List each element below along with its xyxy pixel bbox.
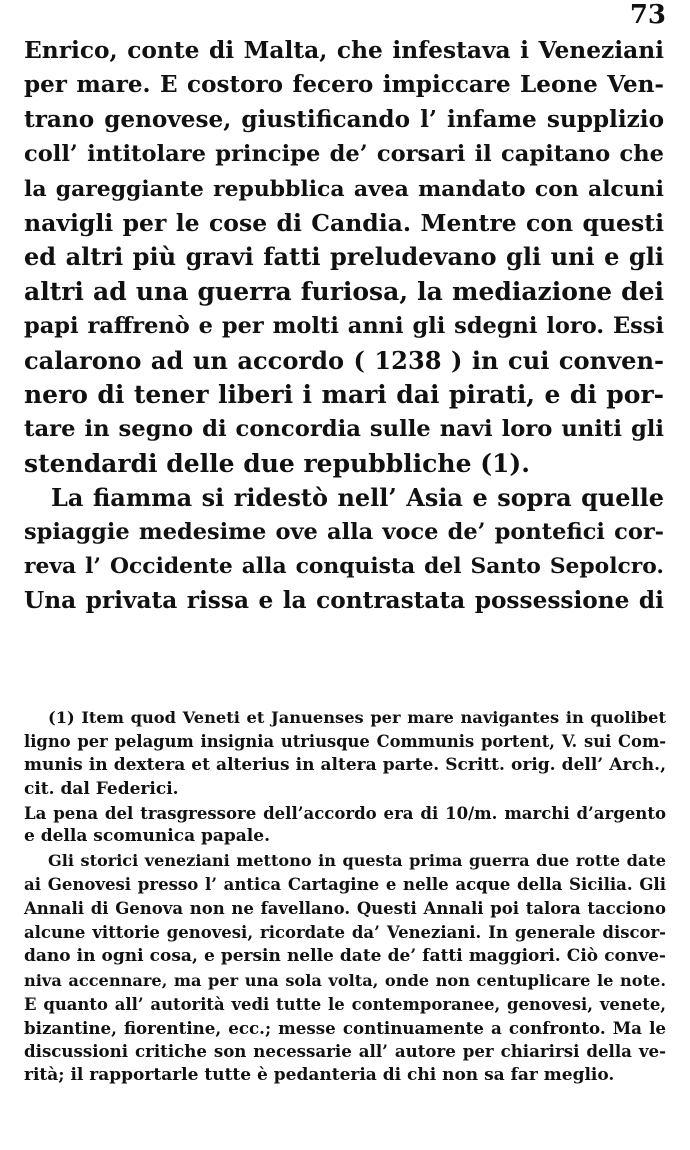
main-text-line: reva l’ Occidente alla conquista del Santo Sepolcro. [24,553,664,579]
footnote-line: discussioni critiche son necessarie all’ autore per chiarirsi della ve- [24,1041,666,1062]
footnote-line: (1) Item quod Veneti et Januenses per mare navigantes in quolibet [48,708,666,727]
main-text-line: nero di tener liberi i mari dai pirati, e di por- [24,379,664,409]
footnote-line: niva accennare, ma per una sola volta, onde non centuplicare le note. [24,970,666,990]
footnote-line: ai Genovesi presso l’ antica Cartagine e nelle acque della Sicilia. Gli [24,874,666,895]
page-number: 73 [629,0,666,30]
main-text-line: papi raffrenò e per molti anni gli sdegni loro. Essi [24,313,664,340]
main-text-line: Una privata rissa e la contrastata possessione di [24,587,664,615]
main-text-line: per mare. E costoro fecero impiccare Leone Ven- [24,71,664,99]
footnote-line: E quanto all’ autorità vedi tutte le contemporanee, genovesi, venete, [24,994,666,1014]
footnote-line: Gli storici veneziani mettono in questa prima guerra due rotte date [48,851,666,871]
main-text-body [24,34,664,619]
footnote-line: ligno per pelagum insignia utriusque Communis portent, V. sui Com- [24,731,666,751]
main-text-line: stendardi delle due repubbliche (1). [24,448,530,478]
main-text-line: La fiamma si ridestò nell’ Asia e sopra quelle [51,483,664,513]
main-text-line: la gareggiante repubblica avea mandato con alcuni [24,175,664,202]
main-text-line: coll’ intitolare principe de’ corsari il capitano che [24,141,664,168]
main-text-line: ed altri più gravi fatti preludevano gli uni e gli [24,242,664,272]
main-text-line: trano genovese, giustificando l’ infame supplizio [24,105,664,133]
main-text-line: spiaggie medesime ove alla voce de’ pontefici cor- [24,519,664,546]
footnote-line: e della scomunica papale. [24,826,270,847]
footnote-line: La pena del trasgressore dell’accordo era di 10/m. marchi d’argento [24,802,666,823]
footnote-line: Annali di Genova non ne favellano. Questi Annali poi talora tacciono [24,899,666,919]
footnote-line: alcune vittorie genovesi, ricordate da’ Veneziani. In generale discor- [24,923,666,943]
main-text-line: tare in segno di concordia sulle navi loro uniti gli [24,416,664,443]
footnote-line: dano in ogni cosa, e persin nelle date de’ fatti maggiori. Ciò conve- [24,945,666,966]
footnote-line: rità; il rapportarle tutte è pedanteria di chi non sa far meglio. [24,1065,615,1086]
footnote-line: munis in dextera et alterius in altera parte. Scritt. orig. dell’ Arch., [24,754,666,775]
footnote-line: cit. dal Federici. [24,778,179,799]
footnotes [24,706,666,1088]
footnote-line: bizantine, fiorentine, ecc.; messe continuamente a confronto. Ma le [24,1017,666,1038]
main-text-line: calarono ad un accordo ( 1238 ) in cui conven- [24,345,664,375]
main-text-line: navigli per le cose di Candia. Mentre con questi [24,208,664,237]
main-text-line: Enrico, conte di Malta, che infestava i Veneziani [24,37,664,64]
main-text-line: altri ad una guerra furiosa, la mediazione dei [24,276,664,306]
